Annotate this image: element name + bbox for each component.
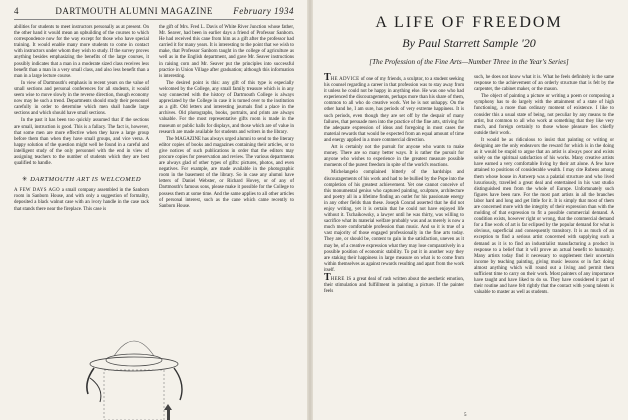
paragraph: Michelangelo complained bitterly of the hardships and discouragements of his work and had to be bullied by the Pope into the completion of his greatest achievement. Yet one cannot conceive of this monumental genius who captured painting, sculpture, architecture and poetry all in a lifetime finding an outlet for his passionate energy in any other fields than these. Joseph Conrad asserted that he did not enjoy writing, yet it is certain that he could not have enjoyed life without it. Tschaikowsky, a lawyer until he was thirty, was willing to sacrifice what its material welfare probably was and as merely is now a much more comfortable profession than music. And so it is true of a vast majority of those engaged professionally in the fine arts today. They are, or should be, content to gain in the satisfaction, uneven as it may be, of a creative expression what they may lose comparatively in a possible position of economic stability. To put it in another way they are staking their happiness in large measure on what is to come from within themselves as against rewards resulting and apart from the work itself. — [324, 170, 464, 273]
article-title: A LIFE OF FREEDOM — [375, 14, 563, 31]
paragraph: THE ADVICE of one of my friends, a sculptor, to a student seeking his counsel regarding a career in that profession was to stay away from it unless he could not be happy in anything else. He was one who had experienced the discouragements, perhaps more than his share of them, common to all who do creative work. Yet he is not unhappy. On the other hand he, I am sure, has periods of very extreme happiness. It is such periods, even though they are set off by the despair of many failures, that persuade men into the practice of the fine arts, striving for the adequate expression of ideas and foregoing in most cases the material rewards that would be expected from an equal amount of time and energy applied in a more commercial direction. — [324, 72, 464, 143]
paragraph: the gift of Mrs. Fred L. Davis of White River Junction whose father, Mr. Seaver, had been in earlier days a friend of Professor Sanborn. He had received this cane from him as a gift after the professor had carried it for many years. It is interesting to the point that we wish to make, that Professor Sanborn taught in the college of agriculture as well as in the English department, and gave Mr. Seaver instructions in raising corn and Mr. Seaver put the principles into successful practice in Union Village after graduation; although this information is interesting. — [159, 25, 294, 79]
paragraph: The object of painting a picture or writing a poem or composing a symphony has to do largely with the attainment of a state of high functioning, a more than ordinary moment of existence. I like to consider this a usual state of being, not peculiar by any means to the artist, but common to all who work at something that they like very much, and foreign certainly to those whose pleasure lies chiefly outside their work. — [474, 94, 614, 136]
right-column-2 — [474, 75, 614, 297]
left-column-2 — [159, 25, 294, 214]
paragraph: In the past it has been too quickly assumed that if the sections are small, instruction is good. This is a fallacy. The fact is, however, that some men are more effective when they have a large group before them than when they have small groups, and vice versa. A happy solution of the question might well be found in a careful and intelligent study of the only personnel with the end in view of assigning teachers to the number of students which they are best qualified to handle. — [14, 118, 149, 167]
paragraph: such, he does not know what it is. What he feels definitely is the same response to the achievement of an orderly structure that is felt by the carpenter, the cabinet maker, or the mason. — [474, 75, 614, 93]
right-column-1 — [324, 72, 464, 297]
right-page — [314, 0, 628, 420]
article-subtitle: [The Profession of the Fine Arts—Number Three in the Year's Series] — [369, 58, 569, 66]
paragraph: Art is certainly not the pursuit for anyone who wants to make money. There are so many better ways. It is rather the pursuit for anyone who wishes to experience in the greatest measure possible moments of the purest freedom in spite of the world's reactions. — [324, 145, 464, 169]
paragraph: THERE IS a great deal of rash written about the aesthetic emotion, their stimulation and fulfillment in painting a picture. If the painter feels — [324, 272, 464, 295]
paragraph: The MAGAZINE has always urged alumni to send to the literary editor copies of books and magazines containing their articles, or to give notices of such publications in order that the editors may procure copies for preservation and review. The various departments are always glad of other types of gifts: pictures, photos, and even negatives. For example, are made available in the photographic room in the basement of the library. So in case any alumni have letters of Daniel Webster, or Richard Hovey, or of any of Dartmouth's famous sons, please make it possible for the College to possess them at some time. And the same applies to all other articles of personal interest, such as the cane which came recently to Sanborn House. — [159, 136, 294, 209]
drop-cap: T — [324, 72, 331, 83]
page-header — [14, 6, 294, 20]
left-page — [0, 0, 306, 420]
left-column-1 — [14, 25, 149, 214]
star-ornament-icon: ✳ — [21, 176, 28, 184]
page-number: 4 — [14, 6, 19, 16]
paragraph: It would be as ridiculous to insist that painting or writing or designing are the only endeavors the reward for which is in the doing as it would be stupid to argue that an artist is always poor and exists solely on the spiritual satisfaction of his works. Many creative artists have earned a very comfortable living by their art alone. A few have attained to positions of considerable wealth. I may cite Rubens among them whose house in Antwerp was a palatial structure and who lived luxuriously, travelled a great deal and entertained in his vast studio distinguished men from the whole of Europe. Unfortunately such figures have been rare. For the most part artists in all the branches labor hard and long and get little for it. It is simply that most of them are concerned more with the integrity of their expression than with the molding of that expression to fit a possible commercial demand. A condition exists, however right or wrong, that the commercial demand for a fine work of art is far eclipsed by the popular demand for what is obvious, superficial and consequently transitory. It is as much of an exception to find a serious artist concerned with supplying such a demand as it is to find an industrialist manufacturing a product in response to a belief that it will prove an actual benefit to humanity. Many artists today find it necessary to supplement their uncertain income by teaching painting, giving music lessons or in fact doing almost anything which will round out a living and permit them sufficient time to carry on their work. Most painters of any importance have taught and have liked to do so. They have considered it part of their routine and have felt rightly that the contact with young talents is valuable to master as well as students. — [474, 137, 614, 296]
magazine-title: DARTMOUTH ALUMNI MAGAZINE — [55, 6, 213, 16]
paragraph: In view of Dartmouth's emphasis in recent years on the value of small sections and personal conferences for all students, it would seem wise to move slowly in the reverse direction, though economy now may be such a trend. Departments should study their personnel carefully in order to determine which men shall handle large sections and which should have small sections. — [14, 80, 149, 117]
issue-date: February 1934 — [233, 6, 294, 16]
page-number: 5 — [464, 413, 467, 418]
page-gutter — [307, 0, 313, 420]
paragraph: A FEW DAYS AGO a small company assembled in the Sanborn room in Sanborn House, and with only a suggestion of formality, deposited a black walnut case with an ivory handle in the case rack that stands there near the fireplace. This case is — [14, 188, 149, 212]
lead-in: A FEW DAYS AGO — [14, 188, 60, 194]
lighthouse-illustration — [74, 286, 234, 420]
article-header — [324, 14, 614, 66]
drop-cap: T — [324, 272, 331, 283]
article-byline: By Paul Starrett Sample '20 — [402, 36, 536, 50]
paragraph: The desired point is this: any gift of this type is especially welcomed by the College, any small family treasure which is in any way connected with the history of Dartmouth College is always appreciated by the College in case it is turned over to the institution as a gift. Old letters and interesting journals find a place in the archives. Old photographs, books, portraits, and prints are always valuable. For the most representative gifts room is made in the museum or public halls for displays, and those which are of value in research are made available for students and writers in the library. — [159, 80, 294, 135]
paragraph: abilities for students to meet instructors personally as at present. On the other hand it would mean an upbuilding of the courses to which correspondence now for the way except for those who have special training. It would enable many more students to come in contact with instructors under whom they wish to study. If the survey proves anything besides emphasizing the benefits of the large courses, it possibly indicates that a man in a moderate sized class receives less benefit than a man in a very small class, and also less benefit than a man in a large lecture course. — [14, 25, 149, 79]
lead-in: HE ADVICE — [330, 77, 360, 82]
section-heading: ✳ DARTMOUTH ART IS WELCOMED — [21, 176, 142, 184]
lead-in: HERE IS — [330, 277, 352, 282]
